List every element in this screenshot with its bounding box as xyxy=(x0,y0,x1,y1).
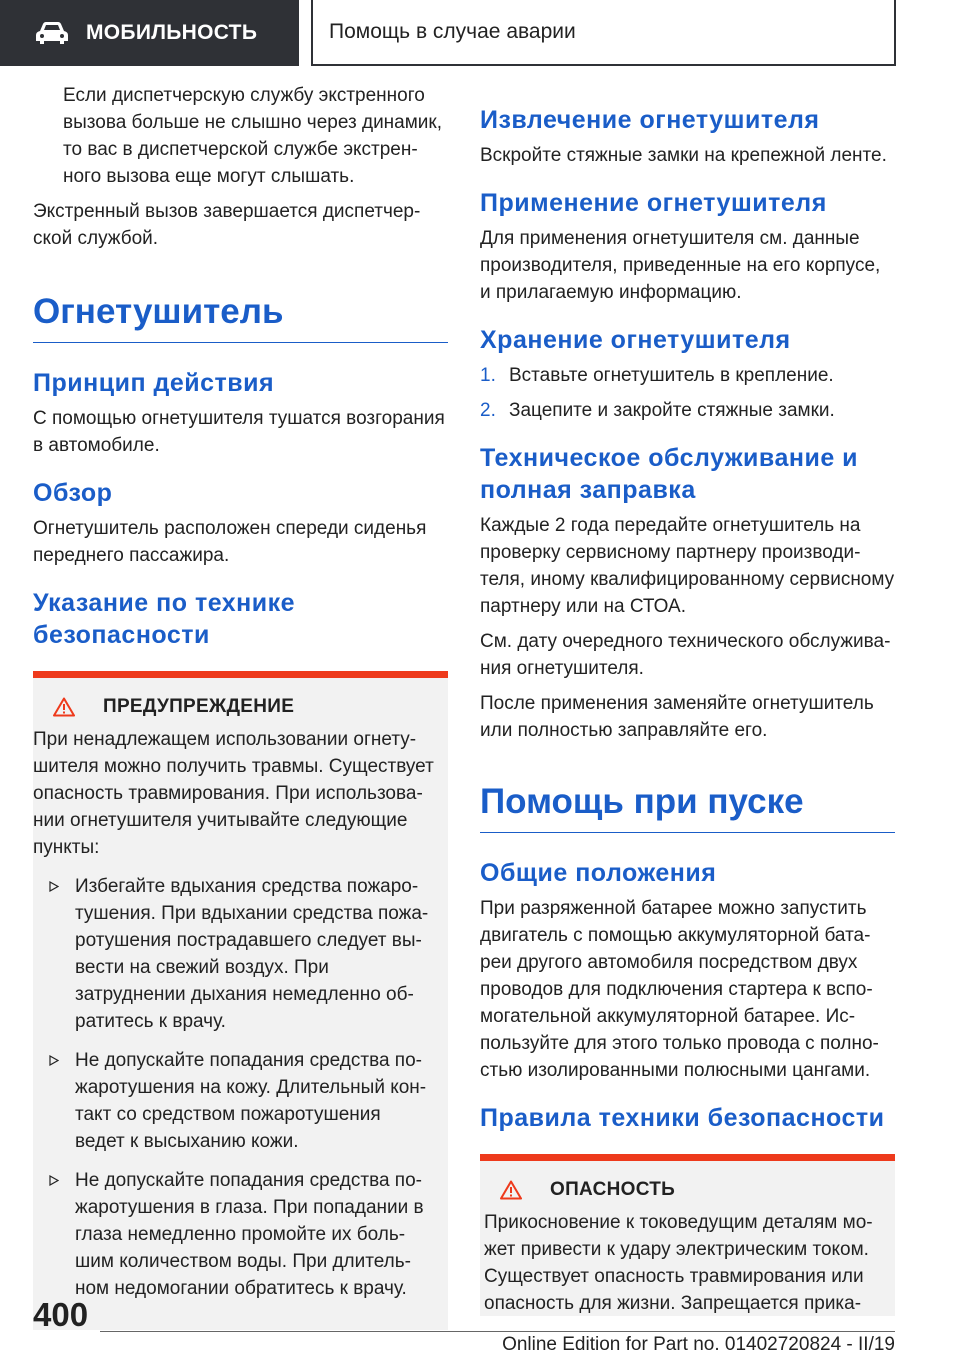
danger-title xyxy=(480,1179,881,1201)
footer-divider xyxy=(100,1331,895,1332)
subheading-safety: Указание по технике безопасности xyxy=(33,589,296,649)
section-heading-jumpstart: Помощь при пуске xyxy=(480,782,895,833)
storage-steps xyxy=(480,362,895,424)
list-item: Избегайте вдыхания средства пожаро-тушения. При вдыхании средства пожа-ротушения пострадавшего следует вы-вести на свежий воздух. При затруднении дыхания немедленно об-ратитесь к врачу. xyxy=(33,873,434,1035)
subheading-rules: Правила техники безопасности xyxy=(480,1104,885,1132)
subheading-principle: Принцип действия xyxy=(33,369,275,397)
section-tab[interactable] xyxy=(0,0,299,66)
paragraph: Экстренный вызов завершается диспетчер-ской службой. xyxy=(33,201,421,249)
list-item: Не допускайте попадания средства по-жаротушения в глаза. При попадании в глаза немедленно промойте их боль-шим количеством воды. При длитель-ном недомогании обратитесь к врачу. xyxy=(33,1167,434,1302)
triangle-bullet-icon xyxy=(49,881,59,892)
paragraph: Огнетушитель расположен спереди сиденья переднего пассажира. xyxy=(33,518,427,566)
paragraph: Вскройте стяжные замки на крепежной ленте. xyxy=(480,145,887,166)
list-item: 1. Вставьте огнетушитель в крепление. xyxy=(480,365,834,386)
paragraph: При разряженной батарее можно запустить двигатель с помощью аккумуляторной бата-реи другого автомобиля посредством двух проводов для подключения стартера к вспо-могательной аккумуляторной батарее. Ис-пользуйте для этого только провода с полно-стью изолированными полюсными цангами. xyxy=(480,898,879,1081)
warning-icon xyxy=(53,697,75,717)
list-item: 2. Зацепите и закройте стяжные замки. xyxy=(480,400,835,421)
left-column xyxy=(33,82,448,1330)
paragraph: См. дату очередного технического обслужива-ния огнетушителя. xyxy=(480,631,891,679)
subheading-general: Общие положения xyxy=(480,859,717,887)
paragraph: Если диспетчерскую службу экстренного вызова больше не слышно через динамик, то вас в диспетчерской службе экстрен-ного вызова еще могут слышать. xyxy=(63,85,443,187)
edition-note: Online Edition for Part no. 01402720824 - II/19 xyxy=(502,1334,895,1355)
warning-text: При ненадлежащем использовании огнету-шителя можно получить травмы. Существует опасность травмирования. При использова-нии огнетушителя учитывайте следующие пункты: xyxy=(33,729,434,858)
warning-label: ПРЕДУПРЕЖДЕНИЕ xyxy=(103,696,295,717)
paragraph: Каждые 2 года передайте огнетушитель на проверку сервисному партнеру производи-теля, иному квалифицированному сервисному партнеру или на СТОА. xyxy=(480,515,895,617)
subheading-maintenance: Техническое обслуживание и полная заправка xyxy=(480,444,859,504)
subheading-use: Применение огнетушителя xyxy=(480,189,827,217)
page-header xyxy=(0,0,960,66)
warning-list xyxy=(33,873,434,1302)
section-label: МОБИЛЬНОСТЬ xyxy=(86,21,258,44)
paragraph: После применения заменяйте огнетушитель или полностью заправляйте его. xyxy=(480,693,874,741)
warning-box xyxy=(33,671,448,1330)
right-column xyxy=(480,82,895,1316)
paragraph: Для применения огнетушителя см. данные производителя, приведенные на его корпусе, и прилагаемую информацию. xyxy=(480,228,881,303)
chapter-title: Помощь в случае аварии xyxy=(311,0,896,66)
warning-title xyxy=(33,696,434,718)
danger-box xyxy=(480,1154,895,1316)
subheading-storage: Хранение огнетушителя xyxy=(480,326,791,354)
page-number: 400 xyxy=(33,1296,89,1333)
list-item: Не допускайте попадания средства по-жаротушения на кожу. Длительный кон-такт со средством пожаротушения ведет к высыханию кожи. xyxy=(33,1047,434,1155)
section-heading-extinguisher: Огнетушитель xyxy=(33,292,448,343)
car-icon xyxy=(34,21,70,45)
danger-label: ОПАСНОСТЬ xyxy=(550,1179,676,1200)
paragraph: С помощью огнетушителя тушатся возгорания в автомобиле. xyxy=(33,408,445,456)
warning-icon xyxy=(500,1180,522,1200)
subheading-overview: Обзор xyxy=(33,479,113,507)
subheading-extract: Извлечение огнетушителя xyxy=(480,106,820,134)
triangle-bullet-icon xyxy=(49,1055,59,1066)
danger-text: Прикосновение к токоведущим деталям мо-жет привести к удару электрическим током. Существует опасность травмирования или опасность для жизни. Запрещается прика- xyxy=(484,1212,873,1314)
triangle-bullet-icon xyxy=(49,1175,59,1186)
